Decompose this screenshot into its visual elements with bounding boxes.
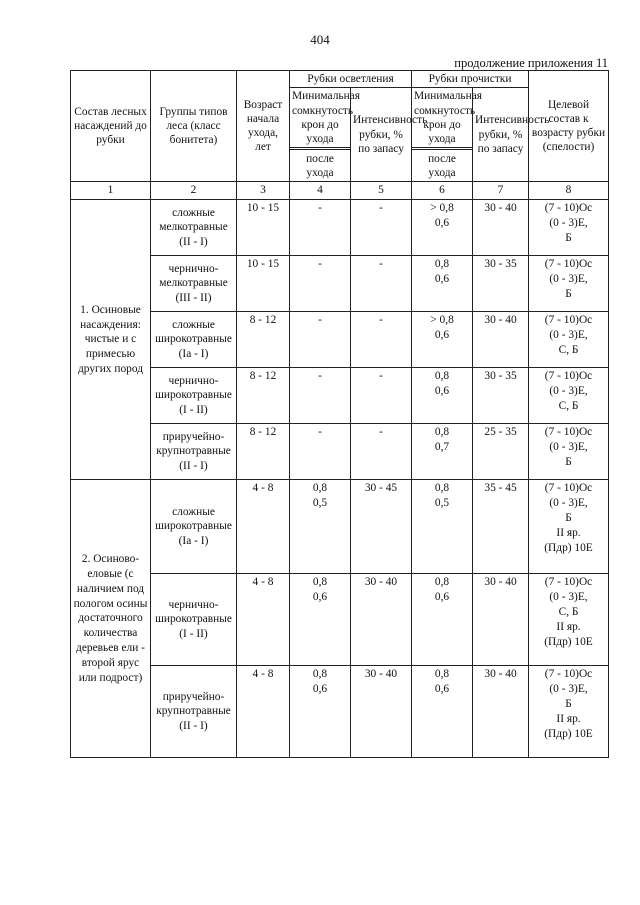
continuation-label: продолжение приложения 11 — [454, 56, 608, 70]
header-thinning-light: Рубки осветления — [290, 71, 412, 88]
light-density-cell — [290, 200, 351, 256]
light-intensity-cell: 30 - 40 — [351, 666, 412, 758]
target-cell-line: (7 - 10)Ос — [544, 576, 593, 589]
clean-density-cell-line: 0,8 — [434, 482, 450, 495]
light-intensity-cell: - — [351, 256, 412, 312]
light-density-cell-line: - — [318, 314, 322, 327]
light-density-cell-line: - — [318, 370, 322, 383]
light-density-cell-line: - — [318, 426, 322, 439]
clean-intensity-cell: 30 - 35 — [473, 368, 529, 424]
light-density-cell-line: 0,8 — [312, 576, 328, 589]
header-target: Целевой состав к возрасту рубки (спелости) — [529, 71, 609, 182]
column-number: 8 — [529, 182, 609, 200]
forest-type-cell: сложные широкотравные (Iа - I) — [151, 312, 237, 368]
light-density-cell-line: 0,8 — [312, 482, 328, 495]
target-cell-line: Б — [565, 455, 572, 468]
main-table — [70, 70, 609, 758]
clean-density-cell — [412, 312, 473, 368]
column-number: 2 — [151, 182, 237, 200]
forest-type-cell: сложные мелкотравные (II - I) — [151, 200, 237, 256]
target-cell — [529, 200, 609, 256]
clean-density-cell-line: 0,6 — [434, 273, 450, 286]
column-number: 7 — [473, 182, 529, 200]
clean-density-cell — [412, 424, 473, 480]
target-cell-line: (7 - 10)Ос — [544, 370, 593, 383]
page-number: 404 — [310, 32, 330, 47]
target-cell-line: (7 - 10)Ос — [544, 258, 593, 271]
clean-intensity-cell: 30 - 40 — [473, 200, 529, 256]
clean-density-cell-line: 0,6 — [434, 683, 450, 696]
column-number: 5 — [351, 182, 412, 200]
target-cell-line: Б — [565, 697, 572, 710]
target-cell — [529, 666, 609, 758]
clean-intensity-cell: 30 - 40 — [473, 312, 529, 368]
target-cell-line: Б — [565, 231, 572, 244]
target-cell — [529, 574, 609, 666]
target-cell-line: С, Б — [558, 399, 579, 412]
column-number-row — [71, 182, 609, 200]
target-cell-line: (0 - 3)Е, — [549, 273, 588, 286]
clean-intensity-cell: 30 - 35 — [473, 256, 529, 312]
clean-density-cell — [412, 574, 473, 666]
target-cell-line: (7 - 10)Ос — [544, 314, 593, 327]
header-forest-groups: Группы типов леса (класс бонитета) — [151, 71, 237, 182]
start-age-cell: 4 - 8 — [237, 666, 290, 758]
target-cell — [529, 480, 609, 574]
target-cell-line: (7 - 10)Ос — [544, 668, 593, 681]
light-density-cell-line: 0,6 — [312, 683, 328, 696]
header-clean-intensity: Интенсивность рубки, % по запасу — [473, 88, 529, 182]
light-intensity-cell: 30 - 45 — [351, 480, 412, 574]
light-density-cell — [290, 424, 351, 480]
table-row — [71, 424, 609, 480]
header-composition: Состав лесных насаждений до рубки — [71, 71, 151, 182]
clean-density-cell-line: > 0,8 — [430, 202, 454, 215]
target-cell-line: С, Б — [558, 605, 579, 618]
clean-density-cell — [412, 368, 473, 424]
column-number: 6 — [412, 182, 473, 200]
start-age-cell: 4 - 8 — [237, 574, 290, 666]
light-intensity-cell: - — [351, 368, 412, 424]
target-cell-line: (0 - 3)Е, — [549, 329, 588, 342]
target-cell-line: (7 - 10)Ос — [544, 202, 593, 215]
clean-intensity-cell: 25 - 35 — [473, 424, 529, 480]
clean-density-cell-line: 0,8 — [434, 258, 450, 271]
target-cell-line: (7 - 10)Ос — [544, 482, 593, 495]
column-number: 3 — [237, 182, 290, 200]
start-age-cell: 4 - 8 — [237, 480, 290, 574]
table-row — [71, 256, 609, 312]
column-number: 4 — [290, 182, 351, 200]
target-cell — [529, 312, 609, 368]
clean-density-cell-line: 0,6 — [434, 329, 450, 342]
clean-density-cell-line: 0,8 — [434, 370, 450, 383]
light-density-cell-line: 0,6 — [312, 591, 328, 604]
target-cell — [529, 256, 609, 312]
target-cell — [529, 368, 609, 424]
clean-density-cell-line: 0,5 — [434, 497, 450, 510]
target-cell-line: (Пдр) 10Е — [544, 727, 593, 740]
target-cell-line: (0 - 3)Е, — [549, 441, 588, 454]
forest-type-cell: приручейно-крупнотравные (II - I) — [151, 424, 237, 480]
clean-density-cell — [412, 256, 473, 312]
light-density-cell — [290, 256, 351, 312]
clean-density-cell-line: 0,6 — [434, 385, 450, 398]
header-light-min-density: Минимальная сомкнутость крон до ухода — [290, 88, 351, 148]
header-start-age: Возраст начала ухода, лет — [237, 71, 290, 182]
clean-density-cell — [412, 480, 473, 574]
table-row — [71, 574, 609, 666]
target-cell-line: (7 - 10)Ос — [544, 426, 593, 439]
target-cell-line: (Пдр) 10Е — [544, 541, 593, 554]
light-density-cell — [290, 368, 351, 424]
target-cell-line: Б — [565, 511, 572, 524]
composition-cell: 1. Осиновые насаждения: чистые и с примесью других пород — [71, 200, 151, 480]
clean-intensity-cell: 30 - 40 — [473, 574, 529, 666]
target-cell-line: (0 - 3)Е, — [549, 385, 588, 398]
clean-intensity-cell: 35 - 45 — [473, 480, 529, 574]
composition-cell: 2. Осиново-еловые (с наличием под пологом осины достаточного количества деревьев ели - второй ярус или подрост) — [71, 480, 151, 758]
clean-density-cell-line: 0,8 — [434, 576, 450, 589]
light-density-cell-line: 0,5 — [312, 497, 328, 510]
table-row — [71, 480, 609, 574]
header-light-intensity: Интенсивность рубки, % по запасу — [351, 88, 412, 182]
column-number: 1 — [71, 182, 151, 200]
light-density-cell-line: - — [318, 202, 322, 215]
light-intensity-cell: 30 - 40 — [351, 574, 412, 666]
table-row — [71, 200, 609, 256]
header-thinning-clean: Рубки прочистки — [412, 71, 529, 88]
forest-type-cell: приручейно-крупнотравные (II - I) — [151, 666, 237, 758]
clean-density-cell-line: > 0,8 — [430, 314, 454, 327]
clean-intensity-cell: 30 - 40 — [473, 666, 529, 758]
start-age-cell: 8 - 12 — [237, 312, 290, 368]
light-density-cell-line: 0,8 — [312, 668, 328, 681]
light-intensity-cell: - — [351, 312, 412, 368]
start-age-cell: 10 - 15 — [237, 200, 290, 256]
start-age-cell: 8 - 12 — [237, 368, 290, 424]
target-cell-line: II яр. — [556, 620, 581, 633]
clean-density-cell-line: 0,8 — [434, 668, 450, 681]
target-cell-line: II яр. — [556, 712, 581, 725]
clean-density-cell-line: 0,8 — [434, 426, 450, 439]
target-cell-line: Б — [565, 287, 572, 300]
light-density-cell — [290, 312, 351, 368]
forest-type-cell: сложные широкотравные (Iа - I) — [151, 480, 237, 574]
target-cell-line: (0 - 3)Е, — [549, 497, 588, 510]
target-cell-line: (0 - 3)Е, — [549, 683, 588, 696]
target-cell-line: (0 - 3)Е, — [549, 591, 588, 604]
light-density-cell — [290, 666, 351, 758]
light-intensity-cell: - — [351, 200, 412, 256]
forest-type-cell: чернично-широкотравные (I - II) — [151, 574, 237, 666]
header-clean-after: после ухода — [412, 150, 473, 182]
target-cell-line: С, Б — [558, 343, 579, 356]
target-cell-line: (Пдр) 10Е — [544, 635, 593, 648]
start-age-cell: 8 - 12 — [237, 424, 290, 480]
header-clean-min-density: Минимальная сомкнутость крон до ухода — [412, 88, 473, 148]
clean-density-cell-line: 0,6 — [434, 591, 450, 604]
forest-type-cell: чернично-широкотравные (I - II) — [151, 368, 237, 424]
clean-density-cell-line: 0,6 — [434, 217, 450, 230]
light-density-cell-line: - — [318, 258, 322, 271]
light-density-cell — [290, 480, 351, 574]
clean-density-cell-line: 0,7 — [434, 441, 450, 454]
header-light-after: после ухода — [290, 150, 351, 182]
forest-type-cell: чернично-мелкотравные (III - II) — [151, 256, 237, 312]
clean-density-cell — [412, 666, 473, 758]
target-cell-line: (0 - 3)Е, — [549, 217, 588, 230]
table-row — [71, 312, 609, 368]
table-row — [71, 368, 609, 424]
start-age-cell: 10 - 15 — [237, 256, 290, 312]
light-intensity-cell: - — [351, 424, 412, 480]
light-density-cell — [290, 574, 351, 666]
target-cell-line: II яр. — [556, 526, 581, 539]
table-row — [71, 666, 609, 758]
clean-density-cell — [412, 200, 473, 256]
target-cell — [529, 424, 609, 480]
